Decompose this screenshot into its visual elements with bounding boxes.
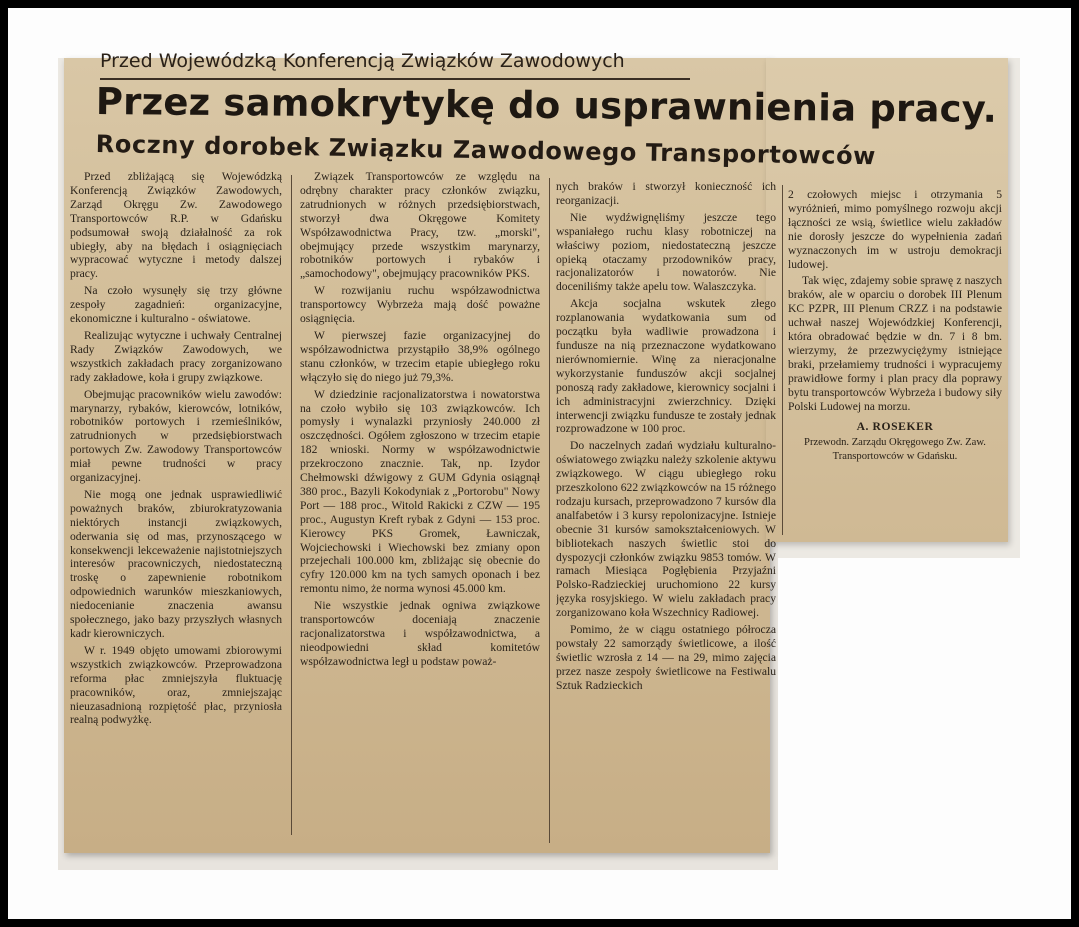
paragraph: Nie mogą one jednak usprawiedliwić poważnych braków, zbiurokratyzowania niektórych instancji związkowych, oderwania się od mas, przynoszącego w konsekwencji lekceważenie najistotniejszych interesów pracowniczych, niedostateczną troskę o zapewnienie robotnikom odpowiednich warunków mieszkaniowych, niedocenianie znaczenia awansu społecznego, jako bazy przyszłych własnych kadr kierowniczych. <box>70 487 282 640</box>
paragraph: W pierwszej fazie organizacyjnej do współzawodnictwa przystąpiło 38,9% ogólnego stanu członków, w trzecim etapie ubiegłego roku włączyło się do niego już 79,3%. <box>300 328 540 384</box>
column-rule <box>291 175 292 835</box>
paragraph: Nie wydźwignęliśmy jeszcze tego wspaniałego ruchu klasy robotniczej na właściwy poziom, niedostateczną jeszcze opieką otaczamy przodowników pracy, racjonalizatorów i nowatorów. Nie doceniliśmy także apelu tow. Walaszczyka. <box>556 210 776 294</box>
paragraph: Realizując wytyczne i uchwały Centralnej Rady Związków Zawodowych, we wszystkich zakładach pracy zorganizowano rady zakładowe, koła i grupy związkowe. <box>70 328 282 384</box>
author-title: Przewodn. Zarządu Okręgowego Zw. Zaw. Transportowców w Gdańsku. <box>804 437 986 463</box>
paragraph: Przed zbliżającą się Wojewódzką Konferencją Związków Zawodowych, Zarząd Okręgu Zw. Zawodowego Transportowców R.P. w Gdańsku podsumował swoją działalność za rok ubiegły, aby na błędach i osiągnięciach wypracować wytyczne i metody dalszej pracy. <box>70 170 282 281</box>
paragraph: Do naczelnych zadań wydziału kulturalno-oświatowego związku należy szkolenie aktywu związkowego. W ciągu ubiegłego roku przeszkolono 622 związkowców na 15 różnego rodzaju kursach, przeprowadzono 7 kursów dla analfabetów i 3 kursy repolonizacyjne. Istnieje obecnie 31 kursów samokształceniowych. W bibliotekach naszych świetlic stoi do dyspozycji członków związku 9853 tomów. W ramach Miesiąca Pogłębienia Przyjaźni Polsko-Radzieckiej uruchomiono 22 kursy języka rosyjskiego. W wielu zakładach pracy zorganizowano koła Wszechnicy Radiowej. <box>556 439 776 620</box>
paragraph: nych braków i stworzył konieczność ich reorganizacji. <box>556 180 776 207</box>
paragraph: W dziedzinie racjonalizatorstwa i nowatorstwa na czoło wybiło się 103 związkowców. Ich pomysły i wynalazki przyniosły 240.000 zł oszczędności. Ogółem zgłoszono w trzecim etapie 182 wnioski. Normy w współzawodnictwie przekroczono znacznie. Tak, np. Izydor Chełmowski dźwigowy z GUM Gdynia osiągnął 380 proc., Bazyli Kokodyniak z „Portorobu" Nowy Port — 188 proc., Witold Rakicki z CZW — 195 proc., Augustyn Kreft rybak z Gdyni — 153 proc. Kierowcy PKS Gromek, Ławniczak, Wojciechowski i Wiechowski bez zmiany opon przejechali 100.000 km, zbliżając się obecnie do cyfry 120.000 km na tych samych oponach i bez remontu nimo, że norma wynosi 45.000 km. <box>300 387 540 596</box>
article-headline: Przez samokrytykę do usprawnienia pracy. <box>95 80 998 131</box>
paragraph: W r. 1949 objęto umowami zbiorowymi wszystkich związkowców. Przeprowadzona reforma płac zmniejszyła fluktuację pracowników, oraz, zmniejszając nieuzasadnioną rozpiętość płac, przyniosła realną podwyżkę. <box>70 643 282 727</box>
paragraph: Związek Transportowców ze względu na odrębny charakter pracy członków związku, zatrudnionych w różnych przedsiębiorstwach, stworzył dwa Okręgowe Komitety Współzawodnictwa Pracy, tzw. „morski", obejmujący przede wszystkim marynarzy, robotników portowych i rybaków i „samochodowy", obejmujący pracowników PKS. <box>300 170 540 281</box>
article-column-3 <box>556 180 776 850</box>
paragraph: Tak więc, zdajemy sobie sprawę z naszych braków, ale w oparciu o dorobek III Plenum KC PZPR, III Plenum CRZZ i na podstawie uchwał naszej Wojewódzkiej Konferencji, która obradować będzie w dn. 7 i 8 bm. wierzymy, że przezwyciężymy istniejące braki, przełamiemy trudności i wypracujemy prawidłowe formy i plan pracy dla poprawy bytu transportowców Wybrzeża i budowy siły Polski Ludowej na morzu. <box>788 274 1002 413</box>
paragraph: Akcja socjalna wskutek złego rozplanowania wydatkowania sum od początku była wadliwie prowadzona i fundusze na nią przeznaczone wydatkowano nierównomiernie. Winę za nieracjonalne wykorzystanie funduszów akcji socjalnej ponoszą rady zakładowe, kierownicy socjalni i ich administracyjni zwierzchnicy. Dzięki interwencji związku fundusze te zostały jednak rozprowadzone w 100 proc. <box>556 297 776 436</box>
paragraph: Pomimo, że w ciągu ostatniego półrocza powstały 22 samorządy świetlicowe, a ilość świetlic wzrosła z 14 — na 29, mimo zajęcia przez nasze zespoły świetlicowe na Festiwalu Sztuk Radzieckich <box>556 623 776 692</box>
paragraph: 2 czołowych miejsc i otrzymania 5 wyróżnień, mimo pomyślnego rozwoju akcji łączności ze wsią, świetlice wielu zakładów nie dorosły jeszcze do wypełnienia zadań wyznaczonych im w ustroju demokracji ludowej. <box>788 188 1002 271</box>
column-rule <box>549 178 550 843</box>
column-rule <box>782 185 783 535</box>
article-column-4 <box>788 188 1002 528</box>
author-name: A. ROSEKER <box>856 419 934 433</box>
paragraph: W rozwijaniu ruchu współzawodnictwa transportowcy Wybrzeża mają dość poważne osiągnięcia. <box>300 284 540 326</box>
paragraph: Na czoło wysunęły się trzy główne zespoły zagadnień: organizacyjne, ekonomiczne i kulturalno - oświatowe. <box>70 284 282 326</box>
article-subheadline: Roczny dorobek Związku Zawodowego Transportowców <box>95 130 877 171</box>
paragraph: Obejmując pracowników wielu zawodów: marynarzy, rybaków, kierowców, lotników, robotników portowych i rzemieślników, zatrudnionych w przedsiębiorstwach portowych Zw. Zawodowy Transportowców miał pewne trudności w pracy organizacyjnej. <box>70 387 282 485</box>
article-kicker: Przed Wojewódzką Konferencją Związków Zawodowych <box>100 50 690 80</box>
paragraph: Nie wszystkie jednak ogniwa związkowe transportowców doceniają znaczenie racjonalizatorstwa i współzawodnictwa, a nieodpowiedni skład komitetów współzawodnictwa legł u podstaw poważ- <box>300 599 540 668</box>
article-column-2 <box>300 170 540 845</box>
article-column-1 <box>70 170 282 840</box>
